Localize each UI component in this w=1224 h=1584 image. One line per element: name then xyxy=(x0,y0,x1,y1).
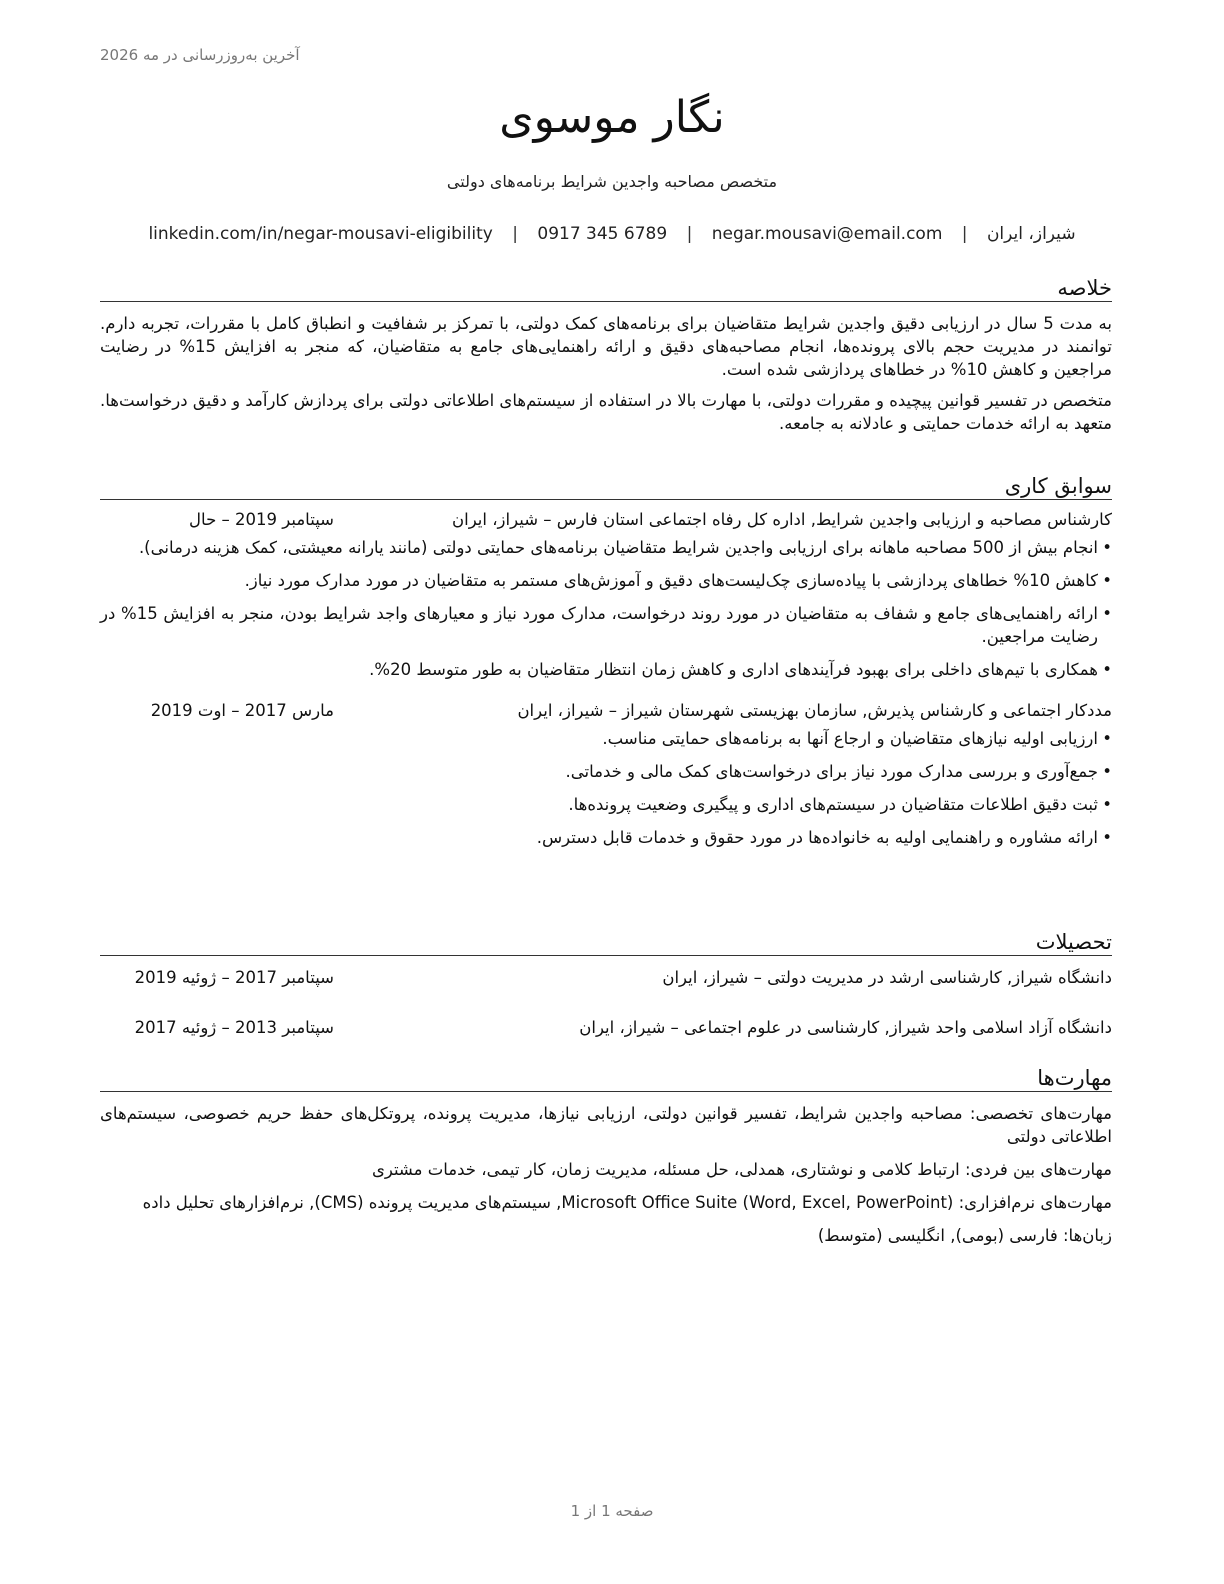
education-dates: سپتامبر 2017 – ژوئیه 2019 xyxy=(134,968,334,987)
skills-line: مهارت‌های نرم‌افزاری: Microsoft Office Suite (Word, Excel, PowerPoint), سیستم‌های مدیریت پرونده (CMS), نرم‌افزارهای تحلیل داده xyxy=(142,1193,1112,1212)
contact-email[interactable]: negar.mousavi@email.com xyxy=(711,224,943,244)
summary-section xyxy=(100,276,1112,443)
job-bullet: • ثبت دقیق اطلاعات متقاضیان در سیستم‌های اداری و پیگیری وضعیت پرونده‌ها. xyxy=(568,795,1112,814)
section-title-skills: مهارت‌ها xyxy=(100,1066,1112,1092)
job-bullet: • ارزیابی اولیه نیازهای متقاضیان و ارجاع آنها به برنامه‌های حمایتی مناسب. xyxy=(602,729,1112,748)
contact-line xyxy=(0,224,1224,244)
candidate-subtitle: متخصص مصاحبه واجدین شرایط برنامه‌های دولتی xyxy=(446,172,778,191)
job-entry xyxy=(100,701,1112,849)
job-dates: سپتامبر 2019 – حال xyxy=(189,510,334,529)
job-bullets xyxy=(100,536,1112,681)
contact-phone: 0917 345 6789 xyxy=(537,224,668,244)
job-bullet: • ارائه مشاوره و راهنمایی اولیه به خانواده‌ها در مورد حقوق و خدمات قابل دسترس. xyxy=(536,828,1112,847)
summary-paragraph: به مدت 5 سال در ارزیابی دقیق واجدین شرایط متقاضیان برای برنامه‌های کمک دولتی، با تمرکز بر شفافیت و انطباق کامل با مقررات، تجربه دارم. توانمند در مدیریت حجم بالای پرونده‌ها، انجام مصاحبه‌های دقیق و ارائه راهنمایی‌های جامع به متقاضیان، که منجر به افزایش 15% در رضایت مراجعین و کاهش 10% در خطاهای پردازشی شده است. xyxy=(100,314,1112,379)
candidate-name: نگار موسوی xyxy=(499,92,725,143)
skills-section xyxy=(100,1066,1112,1257)
section-title-experience: سوابق کاری xyxy=(100,474,1112,500)
skills-line: مهارت‌های بین فردی: ارتباط کلامی و نوشتاری، همدلی، حل مسئله، مدیریت زمان، کار تیمی، خدمات مشتری xyxy=(371,1160,1112,1179)
job-bullet: • ارائه راهنمایی‌های جامع و شفاف به متقاضیان در مورد روند درخواست، مدارک مورد نیاز و معیارهای واجد شرایط بودن، منجر به افزایش 15% در رضایت مراجعین. xyxy=(100,604,1112,646)
job-bullet: • جمع‌آوری و بررسی مدارک مورد نیاز برای درخواست‌های کمک مالی و خدماتی. xyxy=(565,762,1112,781)
education-entry xyxy=(100,1016,1112,1040)
job-entry xyxy=(100,510,1112,681)
page-number: صفحه 1 از 1 xyxy=(570,1502,654,1520)
contact-separator: | xyxy=(686,224,693,244)
job-heading: مددکار اجتماعی و کارشناس پذیرش, سازمان بهزیستی شهرستان شیراز – شیراز، ایران xyxy=(517,701,1112,720)
section-title-summary: خلاصه xyxy=(100,276,1112,302)
education-entry xyxy=(100,966,1112,990)
job-bullet: • انجام بیش از 500 مصاحبه ماهانه برای ارزیابی واجدین شرایط متقاضیان برنامه‌های حمایتی دولتی (مانند یارانه معیشتی، کمک هزینه درمانی). xyxy=(138,538,1112,557)
job-bullets xyxy=(100,727,1112,849)
summary-paragraph: متخصص در تفسیر قوانین پیچیده و مقررات دولتی، با مهارت بالا در استفاده از سیستم‌های اطلاعاتی دولتی برای پردازش کارآمد و دقیق درخواست‌ها. متعهد به ارائه خدمات حمایتی و عادلانه به جامعه. xyxy=(100,391,1112,433)
job-header xyxy=(100,701,1112,725)
job-header xyxy=(100,510,1112,534)
job-bullet: • کاهش 10% خطاهای پردازشی با پیاده‌سازی چک‌لیست‌های دقیق و آموزش‌های مستمر به متقاضیان در مورد مدارک مورد نیاز. xyxy=(244,571,1112,590)
job-bullet: • همکاری با تیم‌های داخلی برای بهبود فرآیندهای اداری و کاهش زمان انتظار متقاضیان به طور متوسط 20%. xyxy=(369,660,1112,679)
contact-separator: | xyxy=(961,224,968,244)
education-dates: سپتامبر 2013 – ژوئیه 2017 xyxy=(134,1018,334,1037)
job-heading: کارشناس مصاحبه و ارزیابی واجدین شرایط, اداره کل رفاه اجتماعی استان فارس – شیراز، ایران xyxy=(452,510,1112,529)
section-title-education: تحصیلات xyxy=(100,930,1112,956)
education-degree: دانشگاه شیراز, کارشناسی ارشد در مدیریت دولتی – شیراز، ایران xyxy=(662,968,1112,987)
education-degree: دانشگاه آزاد اسلامی واحد شیراز, کارشناسی در علوم اجتماعی – شیراز، ایران xyxy=(579,1018,1112,1037)
contact-separator: | xyxy=(512,224,518,244)
experience-section xyxy=(100,474,1112,859)
education-section xyxy=(100,930,1112,1066)
contact-location: شیراز، ایران xyxy=(986,224,1076,244)
job-dates: مارس 2017 – اوت 2019 xyxy=(150,701,334,720)
skills-line: زبان‌ها: فارسی (بومی), انگلیسی (متوسط) xyxy=(817,1226,1112,1245)
skills-line: مهارت‌های تخصصی: مصاحبه واجدین شرایط، تفسیر قوانین دولتی، ارزیابی نیازها، مدیریت پرونده، پروتکل‌های حفظ حریم خصوصی، سیستم‌های اطلاعاتی دولتی xyxy=(100,1104,1112,1146)
contact-linkedin[interactable]: linkedin.com/in/negar-mousavi-eligibility xyxy=(148,224,493,244)
last-updated-note: آخرین به‌روزرسانی در مه 2026 xyxy=(100,46,300,64)
